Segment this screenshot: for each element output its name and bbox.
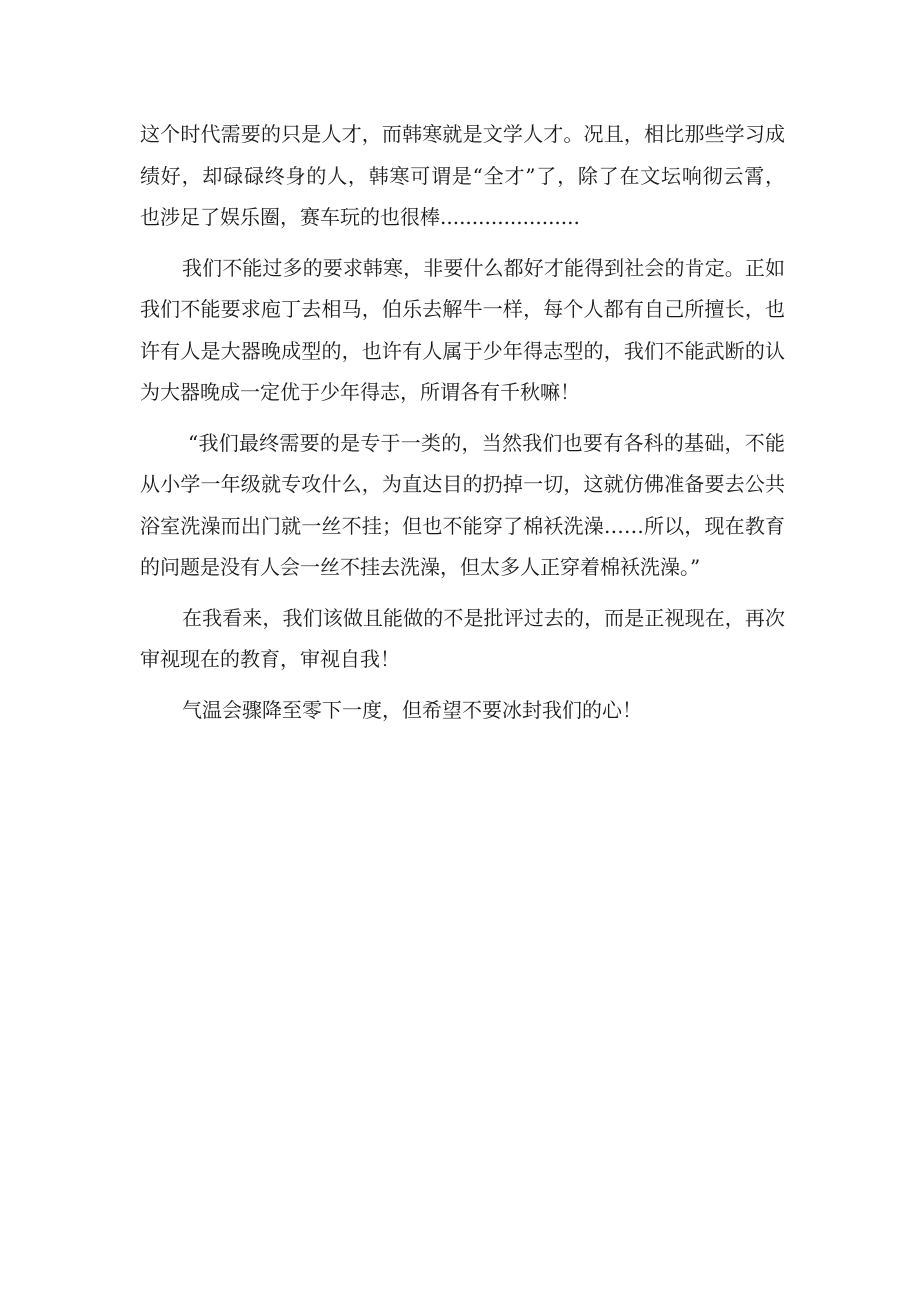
text-line: 从小学一年级就专攻什么，为直达目的扔掉一切，这就仿佛准备要去公共 [140,472,785,496]
paragraph-5 [140,690,785,732]
paragraph-gap [140,589,785,598]
text-line: 许有人是大器晚成型的，也许有人属于少年得志型的，我们不能武断的认 [140,338,785,363]
text-line: 也涉足了娱乐圈，赛车玩的也很棒...................... [140,205,580,229]
text-line: 我们不能要求庖丁去相马，伯乐去解牛一样，每个人都有自己所擅长，也 [140,297,785,321]
text-line: “我们最终需要的是专于一类的，当然我们也要有各科的基础，不能 [188,430,785,455]
paragraph-gap [140,414,785,423]
text-line: 我们不能过多的要求韩寒，非要什么都好才能得到社会的肯定。正如 [182,255,785,280]
text-line: 浴室洗澡而出门就一丝不挂；但也不能穿了棉袄洗澡……所以，现在教育 [140,513,785,538]
paragraph-2 [140,248,785,414]
paragraph-gap [140,239,785,248]
paragraph-1 [140,114,785,239]
text-line: 为大器晚成一定优于少年得志，所谓各有千秋嘛！ [140,380,580,404]
text-line: 的问题是没有人会一丝不挂去洗澡，但太多人正穿着棉袄洗澡。” [140,555,701,579]
paragraph-4 [140,598,785,681]
paragraph-3-quote [140,423,785,589]
text-line: 气温会骤降至零下一度，但希望不要冰封我们的心！ [182,697,642,722]
text-line: 绩好，却碌碌终身的人，韩寒可谓是“全才”了，除了在文坛响彻云霄， [140,163,785,188]
paragraph-gap [140,681,785,690]
document-body [140,114,785,731]
text-line: 在我看来，我们该做且能做的不是批评过去的，而是正视现在，再次 [182,605,785,630]
text-line: 这个时代需要的只是人才，而韩寒就是文学人才。况且，相比那些学习成 [140,122,785,146]
text-line: 审视现在的教育，审视自我！ [140,647,400,671]
